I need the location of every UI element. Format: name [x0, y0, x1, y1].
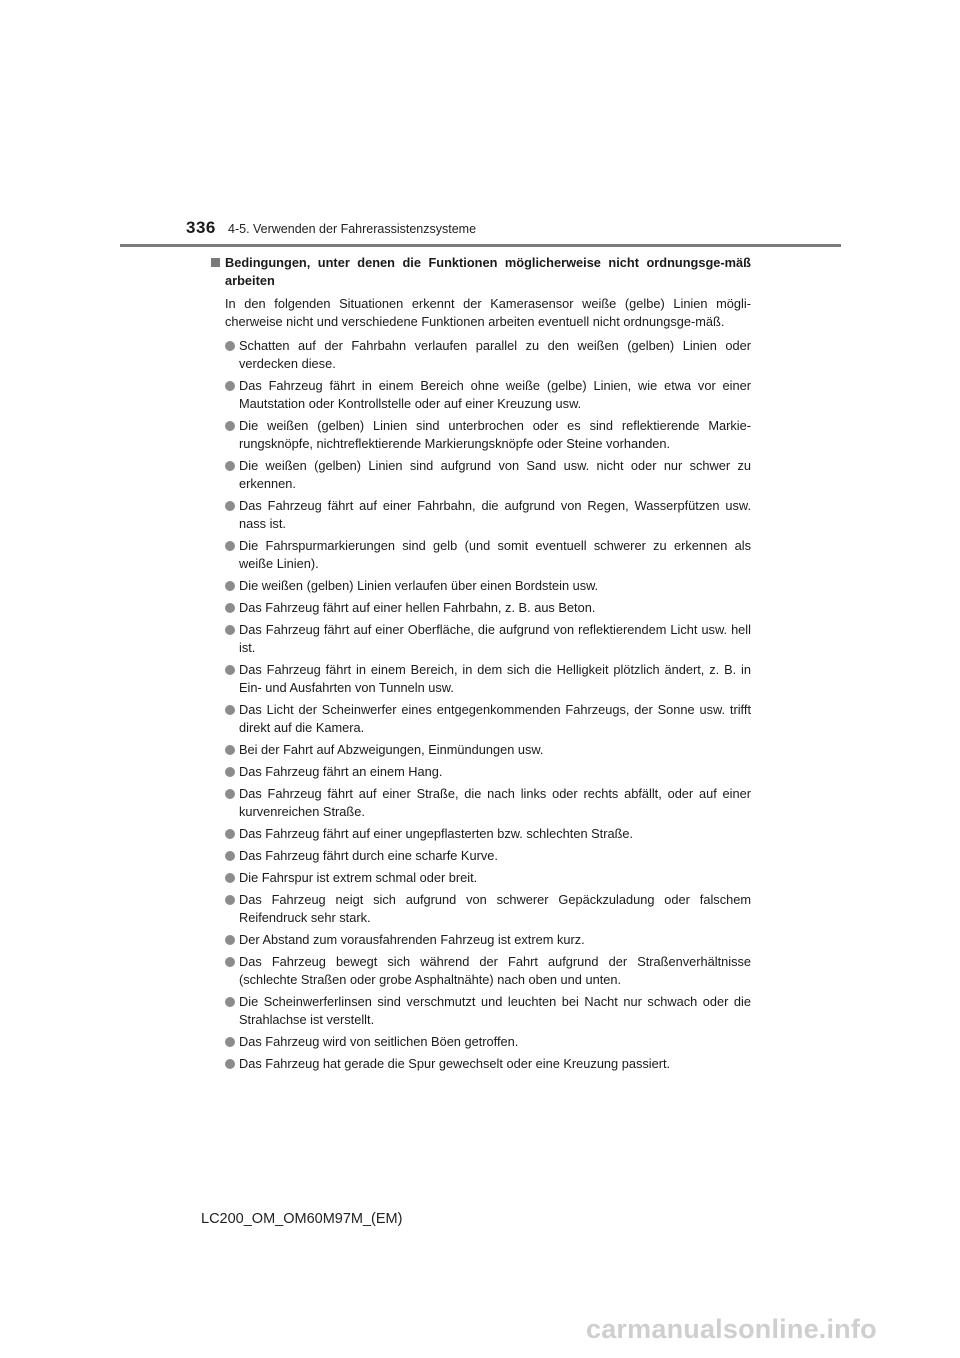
list-item-text: Die Scheinwerferlinsen sind verschmutzt und leuchten bei Nacht nur schwach oder die Strahlachse ist verstellt.: [239, 994, 751, 1027]
watermark-logo: carmanualsonline.info: [586, 1314, 877, 1344]
list-item: [211, 661, 751, 697]
list-item-text: Der Abstand zum vorausfahrenden Fahrzeug ist extrem kurz.: [239, 932, 585, 947]
bullet-dot-icon: [225, 705, 235, 715]
page-number: 336: [186, 218, 216, 237]
bullet-dot-icon: [225, 789, 235, 799]
list-item-text: Das Licht der Scheinwerfer eines entgegenkommenden Fahrzeugs, der Sonne usw. trifft direkt auf die Kamera.: [239, 702, 751, 735]
list-item: [211, 1055, 751, 1073]
list-item: [211, 869, 751, 887]
list-item: [211, 377, 751, 413]
bullet-dot-icon: [225, 957, 235, 967]
bullet-dot-icon: [225, 461, 235, 471]
list-item: [211, 621, 751, 657]
square-bullet-icon: [211, 258, 220, 267]
list-item-text: Das Fahrzeug fährt auf einer Oberfläche, die aufgrund von reflektierendem Licht usw. hell ist.: [239, 622, 751, 655]
list-item-text: Das Fahrzeug fährt in einem Bereich, in dem sich die Helligkeit plötzlich ändert, z. B. in Ein- und Ausfahrten von Tunneln usw.: [239, 662, 751, 695]
intro-paragraph: In den folgenden Situationen erkennt der Kamerasensor weiße (gelbe) Linien mögli-cherweise nicht und verschiedene Funktionen arbeiten eventuell nicht ordnungsge-mäß.: [225, 296, 751, 329]
chapter-title: 4-5. Verwenden der Fahrerassistenzsysteme: [228, 222, 477, 236]
list-item: [211, 497, 751, 533]
list-item: [211, 825, 751, 843]
bullet-dot-icon: [225, 341, 235, 351]
condition-list: [211, 337, 751, 1073]
list-item-text: Bei der Fahrt auf Abzweigungen, Einmündungen usw.: [239, 742, 544, 757]
bullet-dot-icon: [225, 603, 235, 613]
list-item-text: Das Fahrzeug wird von seitlichen Böen getroffen.: [239, 1034, 519, 1049]
bullet-dot-icon: [225, 745, 235, 755]
bullet-dot-icon: [225, 1059, 235, 1069]
list-item: [211, 993, 751, 1029]
list-item-text: Das Fahrzeug fährt in einem Bereich ohne weiße (gelbe) Linien, wie etwa vor einer Mautstation oder Kontrollstelle oder auf einer Kreuzung usw.: [239, 378, 751, 411]
section-heading-text: Bedingungen, unter denen die Funktionen möglicherweise nicht ordnungsge-mäß arbeiten: [225, 255, 751, 288]
bullet-dot-icon: [225, 895, 235, 905]
list-item-text: Die weißen (gelben) Linien sind unterbrochen oder es sind reflektierende Markie-rungsknöpfe, nichtreflektierende Markierungsknöpfe oder Steine vorhanden.: [239, 418, 751, 451]
bullet-dot-icon: [225, 767, 235, 777]
list-item-text: Die Fahrspur ist extrem schmal oder breit.: [239, 870, 478, 885]
list-item: [211, 891, 751, 927]
list-item-text: Das Fahrzeug fährt auf einer hellen Fahrbahn, z. B. aus Beton.: [239, 600, 596, 615]
bullet-dot-icon: [225, 581, 235, 591]
bullet-dot-icon: [225, 829, 235, 839]
main-content: [211, 254, 751, 1077]
list-item-text: Das Fahrzeug fährt durch eine scharfe Kurve.: [239, 848, 498, 863]
list-item: [211, 931, 751, 949]
list-item: [211, 577, 751, 595]
list-item: [211, 847, 751, 865]
header-divider: [120, 244, 841, 247]
bullet-dot-icon: [225, 381, 235, 391]
list-item-text: Das Fahrzeug fährt auf einer Straße, die nach links oder rechts abfällt, oder auf einer kurvenreichen Straße.: [239, 786, 751, 819]
list-item-text: Das Fahrzeug bewegt sich während der Fahrt aufgrund der Straßenverhältnisse (schlechte Straßen oder grobe Asphaltnähte) nach oben und unten.: [239, 954, 751, 987]
bullet-dot-icon: [225, 665, 235, 675]
list-item-text: Schatten auf der Fahrbahn verlaufen parallel zu den weißen (gelben) Linien oder verdecken diese.: [239, 338, 751, 371]
bullet-dot-icon: [225, 625, 235, 635]
list-item: [211, 763, 751, 781]
section-heading: [211, 254, 751, 290]
manual-code: LC200_OM_OM60M97M_(EM): [201, 1211, 403, 1227]
bullet-dot-icon: [225, 541, 235, 551]
list-item-text: Das Fahrzeug fährt auf einer Fahrbahn, die aufgrund von Regen, Wasserpfützen usw. nass ist.: [239, 498, 751, 531]
list-item: [211, 457, 751, 493]
list-item-text: Das Fahrzeug fährt an einem Hang.: [239, 764, 443, 779]
bullet-dot-icon: [225, 421, 235, 431]
list-item: [211, 1033, 751, 1051]
bullet-dot-icon: [225, 851, 235, 861]
list-item: [211, 537, 751, 573]
list-item: [211, 701, 751, 737]
bullet-dot-icon: [225, 1037, 235, 1047]
list-item-text: Die weißen (gelben) Linien sind aufgrund von Sand usw. nicht oder nur schwer zu erkennen.: [239, 458, 751, 491]
list-item: [211, 785, 751, 821]
list-item: [211, 599, 751, 617]
list-item-text: Das Fahrzeug hat gerade die Spur gewechselt oder eine Kreuzung passiert.: [239, 1056, 671, 1071]
list-item: [211, 953, 751, 989]
list-item-text: Das Fahrzeug neigt sich aufgrund von schwerer Gepäckzuladung oder falschem Reifendruck sehr stark.: [239, 892, 751, 925]
list-item: [211, 741, 751, 759]
bullet-dot-icon: [225, 501, 235, 511]
list-item-text: Die weißen (gelben) Linien verlaufen über einen Bordstein usw.: [239, 578, 599, 593]
list-item-text: Die Fahrspurmarkierungen sind gelb (und somit eventuell schwerer zu erkennen als weiße Linien).: [239, 538, 751, 571]
list-item-text: Das Fahrzeug fährt auf einer ungepflasterten bzw. schlechten Straße.: [239, 826, 634, 841]
list-item: [211, 417, 751, 453]
bullet-dot-icon: [225, 935, 235, 945]
bullet-dot-icon: [225, 873, 235, 883]
bullet-dot-icon: [225, 997, 235, 1007]
list-item: [211, 337, 751, 373]
